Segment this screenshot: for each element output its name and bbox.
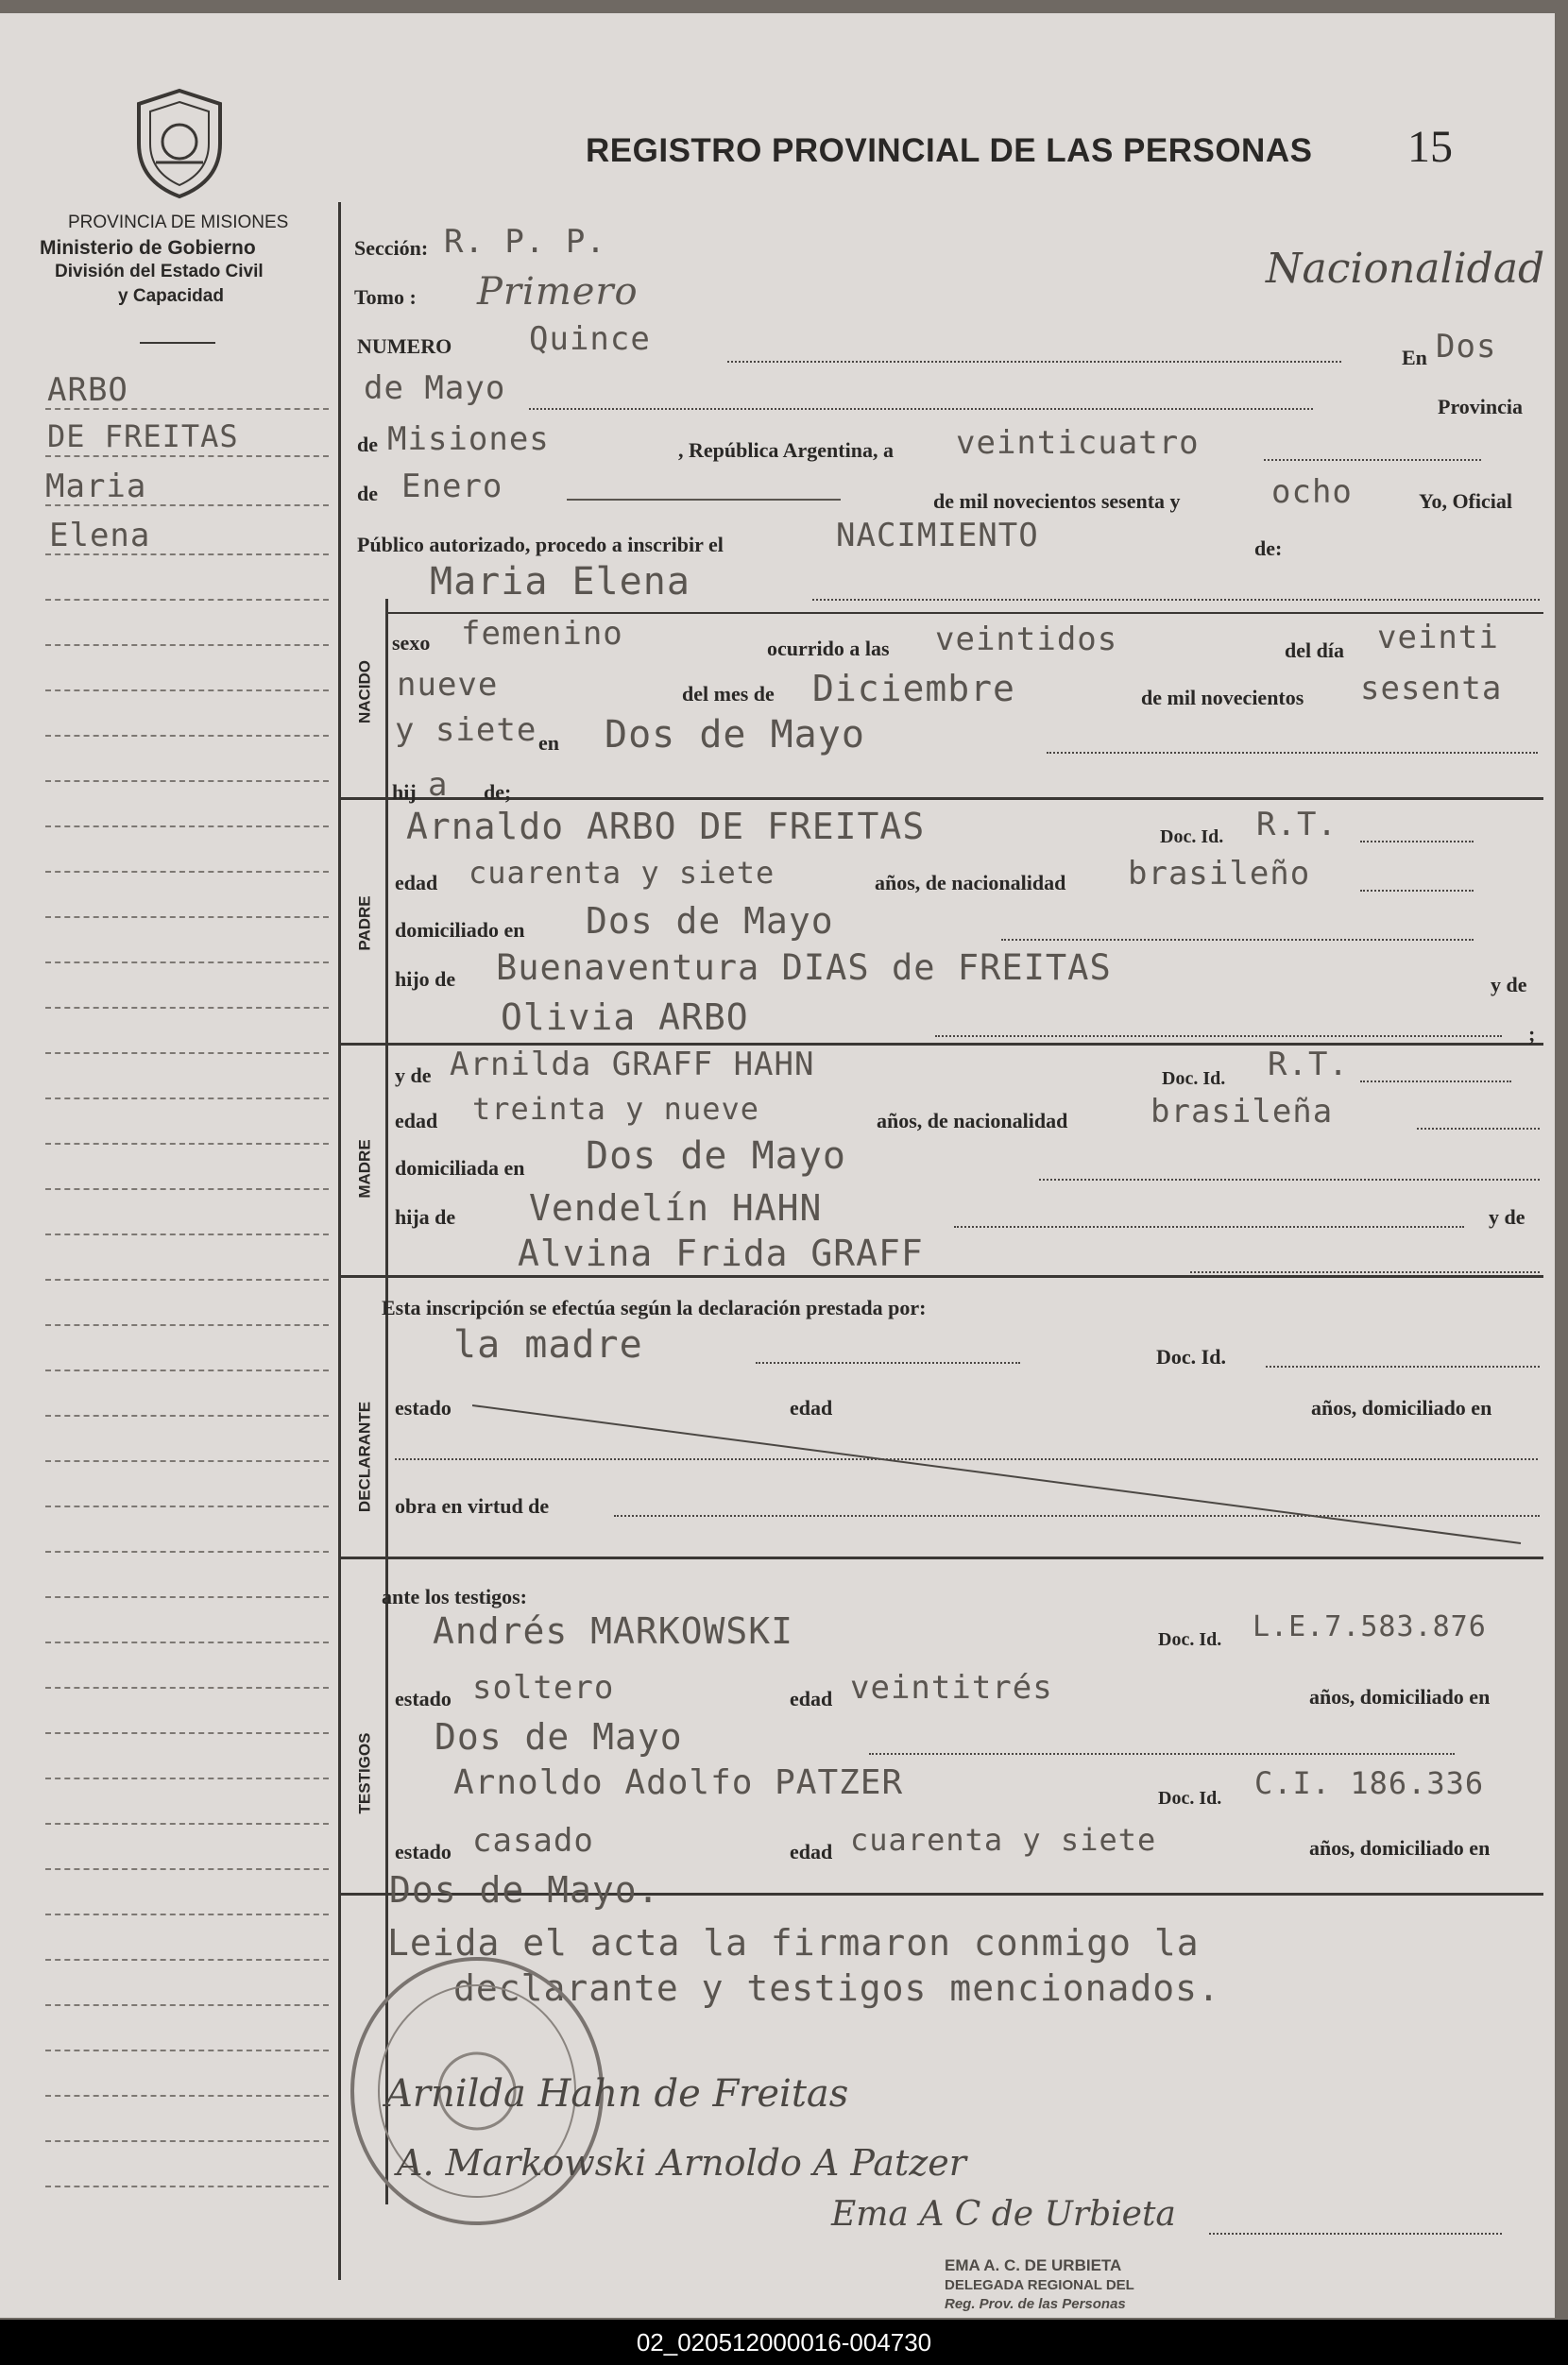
label-padre-anios: años, de nacionalidad — [875, 871, 1066, 894]
declarante-strike — [472, 1402, 1530, 1553]
label-madre-doc: Doc. Id. — [1162, 1068, 1226, 1089]
label-madre-edad: edad — [395, 1109, 438, 1132]
field-testigo2-dom: Dos de Mayo. — [389, 1869, 660, 1911]
label-padre-y-de: y de — [1491, 973, 1527, 996]
label-tomo: Tomo : — [354, 285, 417, 309]
line-madre-padre — [954, 1226, 1464, 1228]
field-dia-nac: veinti — [1377, 619, 1499, 656]
field-declarante: la madre — [453, 1323, 643, 1367]
line-madre-madre — [1190, 1271, 1540, 1273]
closing-line1: Leida el acta la firmaron conmigo la — [387, 1922, 1200, 1964]
label-de-provincia: de — [357, 433, 378, 456]
dash-mes — [567, 499, 841, 501]
certificate-page — [0, 13, 1555, 2318]
header-annotation: Nacionalidad — [1266, 245, 1545, 293]
label-testigo2-doc: Doc. Id. — [1158, 1788, 1222, 1809]
label-declarante-edad: edad — [790, 1396, 833, 1420]
label-padre-edad: edad — [395, 871, 438, 894]
field-anio: ocho — [1271, 473, 1353, 511]
stamp-oficial-line1: EMA A. C. DE URBIETA — [945, 2256, 1122, 2274]
label-padre-dom: domiciliado en — [395, 918, 525, 942]
agency-line2: Ministerio de Gobierno — [40, 237, 256, 259]
label-provincia: Provincia — [1438, 395, 1524, 418]
field-seccion: R. P. P. — [444, 223, 606, 261]
field-padre-padre: Buenaventura DIAS de FREITAS — [496, 947, 1112, 988]
label-padre-doc: Doc. Id. — [1160, 826, 1224, 847]
line-lugar — [529, 408, 1313, 410]
section-padre: PADRE — [355, 895, 374, 951]
label-de-semi: de; — [484, 780, 512, 804]
label-semicolon: ; — [1528, 1022, 1536, 1046]
field-dia: veinticuatro — [956, 424, 1200, 462]
field-testigo1-estado: soltero — [472, 1669, 615, 1707]
field-lugar: de Mayo — [364, 369, 506, 407]
agency-divider — [140, 342, 215, 344]
field-padre-doc: R.T. — [1256, 806, 1338, 843]
section-nacido: NACIDO — [355, 659, 374, 724]
label-obra: obra en virtud de — [395, 1494, 550, 1518]
label-ocurrido: ocurrido a las — [767, 637, 890, 660]
field-tomo: Primero — [477, 270, 639, 314]
label-declarante-anios: años, domiciliado en — [1311, 1396, 1492, 1420]
field-testigo2-edad: cuarenta y siete — [850, 1822, 1157, 1858]
label-de-mil-nov: de mil novecientos — [1141, 686, 1304, 709]
field-madre-padre: Vendelín HAHN — [529, 1187, 823, 1229]
label-sexo: sexo — [392, 631, 431, 655]
label-testigos: ante los testigos: — [382, 1585, 527, 1608]
signature-testigos: A. Markowski Arnoldo A Patzer — [397, 2142, 966, 2184]
field-padre-nombre: Arnaldo ARBO DE FREITAS — [406, 806, 926, 847]
field-madre-dom: Dos de Mayo — [586, 1134, 846, 1178]
margin-name-3: Maria — [45, 468, 147, 505]
field-testigo2-doc: C.I. 186.336 — [1254, 1765, 1485, 1801]
line-padre-madre — [935, 1035, 1502, 1037]
coat-of-arms-icon — [128, 87, 231, 200]
line-padre-dom — [1001, 939, 1474, 941]
line-testigo1-dom — [869, 1753, 1455, 1755]
field-madre-doc: R.T. — [1268, 1046, 1349, 1083]
line-nombre — [812, 599, 1540, 601]
field-padre-madre: Olivia ARBO — [501, 996, 749, 1038]
label-testigo2-anios: años, domiciliado en — [1309, 1836, 1491, 1860]
line-lugar-nac — [1047, 752, 1538, 754]
label-testigo1-estado: estado — [395, 1687, 452, 1710]
field-dia-nac2: nueve — [397, 666, 499, 704]
field-padre-nac: brasileño — [1128, 855, 1311, 893]
page-number: 15 — [1407, 122, 1453, 172]
stamp-oficial-line3: Reg. Prov. de las Personas — [945, 2296, 1126, 2312]
signature-oficial: Ema A C de Urbieta — [831, 2195, 1176, 2234]
field-mes-nac: Diciembre — [812, 668, 1015, 709]
agency-line3: División del Estado Civil — [55, 262, 264, 281]
signature-declarante: Arnilda Hahn de Freitas — [385, 2072, 849, 2116]
divider-declarante-end — [338, 1557, 1543, 1559]
margin-name-1: ARBO — [47, 371, 128, 409]
line-madre-doc — [1360, 1080, 1511, 1082]
label-seccion: Sección: — [354, 236, 429, 260]
footer-caption: 02_020512000016-004730 — [0, 2320, 1568, 2365]
field-testigo1: Andrés MARKOWSKI — [433, 1610, 794, 1652]
line-madre-nac — [1417, 1128, 1540, 1130]
line-declarante-doc — [1266, 1366, 1540, 1368]
line-numero — [727, 361, 1341, 363]
field-madre-edad: treinta y nueve — [472, 1091, 759, 1127]
label-testigo1-edad: edad — [790, 1687, 833, 1710]
line-declarante — [756, 1362, 1020, 1364]
closing-line2: declarante y testigos mencionados. — [453, 1967, 1220, 2009]
label-yo-oficial: Yo, Oficial — [1419, 489, 1512, 513]
field-hora: veintidos — [935, 621, 1118, 658]
label-testigo2-edad: edad — [790, 1840, 833, 1863]
label-madre-y-de: y de — [395, 1063, 432, 1087]
line-padre-nac — [1360, 890, 1474, 892]
margin-name-4: Elena — [49, 517, 151, 554]
field-padre-dom: Dos de Mayo — [586, 900, 834, 942]
page-title: REGISTRO PROVINCIAL DE LAS PERSONAS — [586, 132, 1313, 169]
label-del-mes: del mes de — [682, 682, 775, 706]
field-madre-nombre: Arnilda GRAFF HAHN — [450, 1046, 815, 1083]
line-madre-dom — [1039, 1179, 1540, 1181]
label-de-mes: de — [357, 482, 378, 505]
line-signature — [1209, 2233, 1502, 2235]
field-lugar-nac: Dos de Mayo — [605, 713, 865, 757]
label-declarante-doc: Doc. Id. — [1156, 1345, 1226, 1369]
field-padre-edad: cuarenta y siete — [469, 855, 775, 891]
label-testigo1-anios: años, domiciliado en — [1309, 1685, 1491, 1709]
field-testigo2: Arnoldo Adolfo PATZER — [453, 1763, 904, 1802]
field-anio-nac: sesenta — [1360, 670, 1503, 707]
line-dia — [1264, 459, 1481, 461]
agency-line1: PROVINCIA DE MISIONES — [68, 213, 289, 232]
agency-line4: y Capacidad — [118, 286, 224, 306]
field-nombre: Maria Elena — [430, 560, 690, 604]
label-madre-y-de2: y de — [1489, 1205, 1525, 1229]
label-del-dia: del día — [1285, 638, 1344, 662]
section-testigos: TESTIGOS — [355, 1732, 374, 1814]
label-en: En — [1402, 346, 1427, 369]
label-publico: Público autorizado, procedo a inscribir el — [357, 533, 724, 556]
field-anio-nac2: y siete — [395, 711, 537, 749]
label-en-small: en — [538, 731, 559, 755]
field-madre-madre: Alvina Frida GRAFF — [518, 1233, 924, 1274]
divider-declarante — [338, 1275, 1543, 1278]
line-padre-doc — [1360, 841, 1474, 842]
label-declarante-estado: estado — [395, 1396, 452, 1420]
nombre-underline — [387, 612, 1543, 614]
label-madre-dom: domiciliada en — [395, 1156, 525, 1180]
main-left-border — [338, 202, 341, 2280]
label-inscripcion: Esta inscripción se efectúa según la declaración prestada por: — [382, 1296, 927, 1319]
section-madre: MADRE — [355, 1139, 374, 1199]
margin-name-2: DE FREITAS — [47, 418, 239, 454]
field-en: Dos — [1436, 328, 1497, 366]
stamp-oficial-line2: DELEGADA REGIONAL DEL — [945, 2277, 1134, 2293]
field-sexo: femenino — [461, 615, 623, 653]
field-acto: NACIMIENTO — [836, 517, 1039, 554]
field-madre-nac: brasileña — [1150, 1093, 1334, 1131]
label-de-colon: de: — [1254, 536, 1283, 560]
field-numero: Quince — [529, 320, 651, 358]
label-de-mil: de mil novecientos sesenta y — [933, 489, 1181, 513]
field-testigo1-dom: Dos de Mayo — [435, 1716, 683, 1758]
divider-padre — [338, 797, 1543, 800]
section-declarante: DECLARANTE — [355, 1401, 374, 1513]
field-mes: Enero — [401, 468, 503, 505]
field-hij-suffix: a — [428, 766, 449, 804]
label-testigo1-doc: Doc. Id. — [1158, 1629, 1222, 1650]
label-hijo-de: hijo de — [395, 967, 456, 991]
label-hija-de: hija de — [395, 1205, 456, 1229]
field-testigo2-estado: casado — [472, 1822, 594, 1860]
label-republica: , República Argentina, a — [678, 438, 894, 462]
field-testigo1-edad: veintitrés — [850, 1669, 1053, 1707]
field-testigo1-doc: L.E.7.583.876 — [1253, 1610, 1487, 1643]
label-testigo2-estado: estado — [395, 1840, 452, 1863]
label-madre-anios: años, de nacionalidad — [877, 1109, 1068, 1132]
field-provincia: Misiones — [387, 420, 550, 458]
label-numero: NUMERO — [357, 334, 452, 358]
label-hij: hij — [392, 780, 417, 804]
